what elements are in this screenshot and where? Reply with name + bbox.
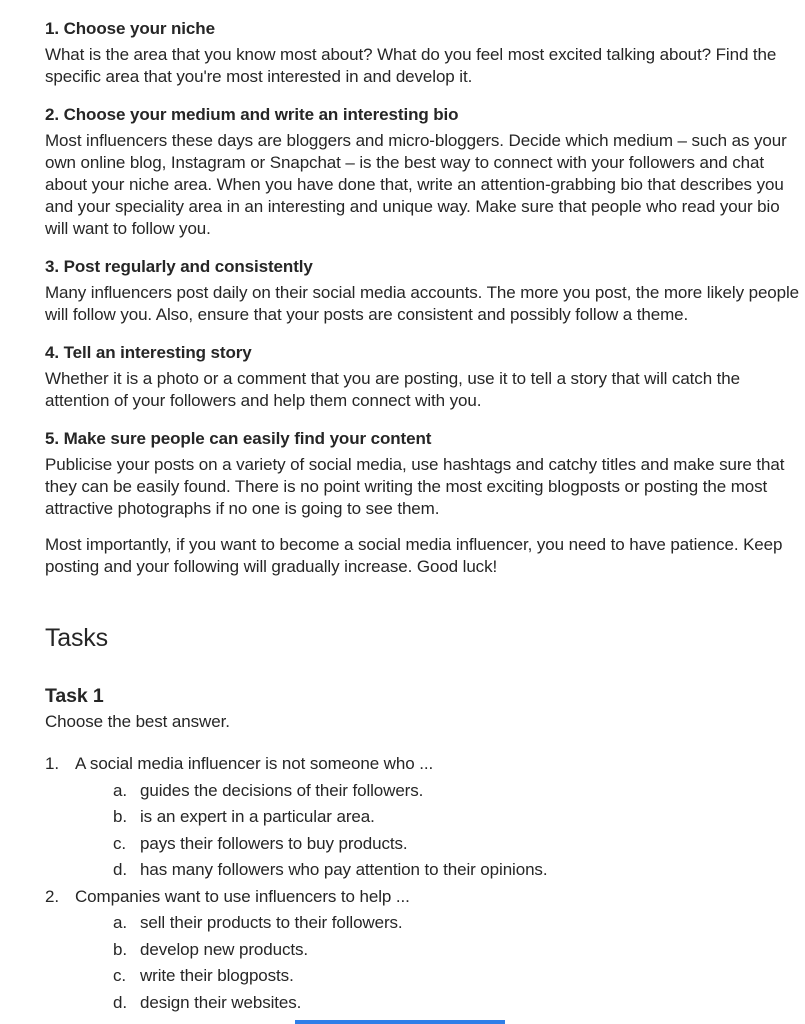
- tip-4-heading: 4. Tell an interesting story: [45, 343, 252, 362]
- option-text: has many followers who pay attention to their opinions.: [140, 860, 548, 879]
- option-text: sell their products to their followers.: [140, 913, 403, 932]
- option-text: develop new products.: [140, 939, 309, 959]
- question-1-option-b: [113, 804, 802, 831]
- question-1-option-a: [113, 778, 802, 805]
- tip-3-body: Many influencers post daily on their social media accounts. The more you post, the more likely people will follow you. Also, ensure that your posts are consistent and possibly follow a theme.: [45, 283, 800, 324]
- option-text: guides the decisions of their followers.: [140, 780, 424, 800]
- question-2-stem: [45, 884, 802, 911]
- tasks-section-title: Tasks: [45, 624, 108, 652]
- question-1-option-d: [113, 857, 802, 884]
- tip-1-heading: 1. Choose your niche: [45, 19, 215, 38]
- article-content: [45, 18, 802, 1016]
- option-letter: c.: [113, 833, 127, 853]
- option-letter: d.: [113, 992, 127, 1012]
- question-2-number: 2.: [45, 886, 59, 906]
- option-letter: b.: [113, 807, 127, 826]
- task-1-title: Task 1: [45, 685, 104, 707]
- next-page-blue-bar: [295, 1020, 505, 1024]
- option-letter: a.: [113, 780, 127, 800]
- question-list: [45, 751, 802, 1016]
- option-letter: b.: [113, 939, 127, 959]
- question-1-stem: [45, 751, 802, 778]
- question-2-option-b: [113, 937, 802, 964]
- tip-4-body: Whether it is a photo or a comment that you are posting, use it to tell a story that will catch the attention of your followers and help them connect with you.: [45, 369, 741, 410]
- tip-1-body: What is the area that you know most about? What do you feel most excited talking about? Find the specific area that you're most interested in and develop it.: [45, 45, 777, 86]
- option-letter: d.: [113, 860, 127, 879]
- question-1-text: A social media influencer is not someone who ...: [75, 754, 434, 773]
- tip-2-body: Most influencers these days are bloggers and micro-bloggers. Decide which medium – such as your own online blog, Instagram or Snapchat – is the best way to connect with your followers and chat about your niche area. When you have done that, write an attention-grabbing bio that describes you and your speciality area in an interesting and unique way. Make sure that people who read your bio will want to follow you.: [45, 131, 787, 238]
- question-2-option-d: [113, 990, 802, 1017]
- option-text: pays their followers to buy products.: [140, 833, 408, 853]
- closing-paragraph: Most importantly, if you want to become a social media influencer, you need to have patience. Keep posting and your following will gradually increase. Good luck!: [45, 535, 783, 576]
- question-2-option-a: [113, 910, 802, 937]
- question-1: [45, 751, 802, 884]
- question-2-option-c: [113, 963, 802, 990]
- question-2-text: Companies want to use influencers to help ...: [75, 886, 410, 906]
- tip-3-heading: 3. Post regularly and consistently: [45, 257, 313, 276]
- question-1-number: 1.: [45, 754, 59, 773]
- option-text: design their websites.: [140, 992, 302, 1012]
- option-text: write their blogposts.: [140, 966, 294, 985]
- tip-5-heading: 5. Make sure people can easily find your content: [45, 429, 432, 448]
- question-2: [45, 884, 802, 1017]
- option-letter: c.: [113, 966, 127, 985]
- tip-5-body: Publicise your posts on a variety of social media, use hashtags and catchy titles and make sure that they can be easily found. There is no point writing the most exciting blogposts or posting the most attractive photographs if no one is going to see them.: [45, 455, 785, 518]
- question-1-option-c: [113, 831, 802, 858]
- tip-2-heading: 2. Choose your medium and write an interesting bio: [45, 105, 459, 124]
- option-text: is an expert in a particular area.: [140, 807, 375, 826]
- option-letter: a.: [113, 913, 127, 932]
- task-1-instruction: Choose the best answer.: [45, 712, 230, 731]
